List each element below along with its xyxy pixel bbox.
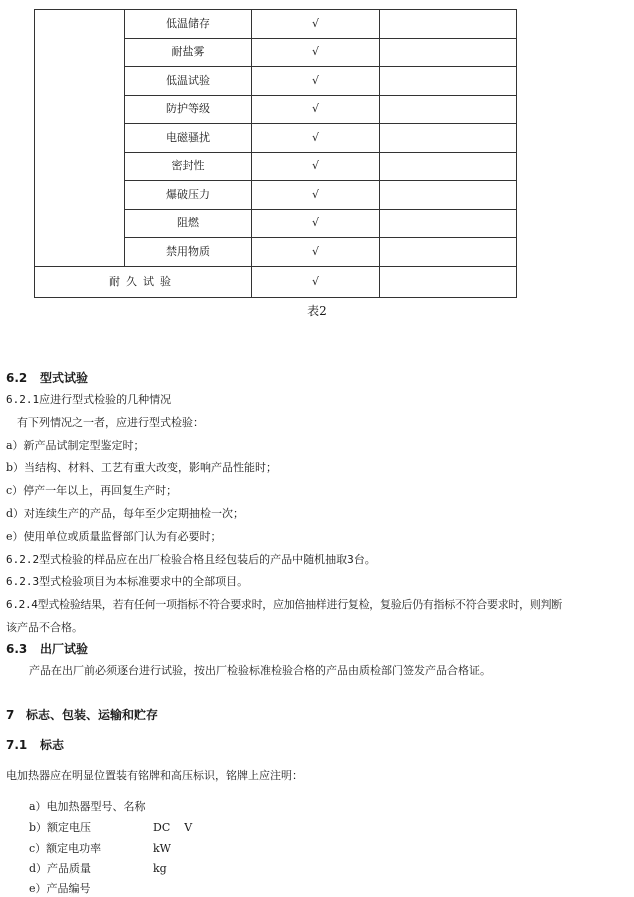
note-cell [380,209,517,238]
check-mark: √ [252,209,380,238]
list-item: c）停产一年以上，再回复生产时； [6,484,178,497]
list-item: a）新产品试制定型鉴定时； [6,439,145,452]
test-items-table [34,9,517,298]
check-mark: √ [252,10,380,39]
table-row-item: 低温试验 [125,67,252,96]
durability-test-label: 耐久试验 [35,266,252,297]
list-item: b）当结构、材料、工艺有重大改变，影响产品性能时； [6,461,278,474]
note-cell [380,95,517,124]
section-7-1-heading [6,738,64,752]
section-title: 出厂试验 [40,642,89,656]
clause-6-2-4-continued: 该产品不合格。 [6,621,83,634]
table-row-item: 耐盐雾 [125,38,252,67]
note-cell [380,266,517,297]
nameplate-label: d）产品质量 [29,862,92,875]
section-6-3-heading [6,642,88,656]
category-merged-cell [35,10,125,267]
section-number: 6.2 [6,371,28,385]
table-row-item: 防护等级 [125,95,252,124]
nameplate-label: b）额定电压 [29,821,92,834]
check-mark: √ [252,95,380,124]
section-7-heading [6,708,158,722]
table-row-item: 电磁骚扰 [125,124,252,153]
section-number: 7.1 [6,738,28,752]
nameplate-item [29,800,146,814]
table-caption: 表2 [307,304,327,318]
nameplate-item [29,842,171,856]
section-6-2-heading [6,371,88,385]
check-mark: √ [252,38,380,67]
table-row-item: 阻燃 [125,209,252,238]
paragraph-7-1: 电加热器应在明显位置装有铭牌和高压标识，铭牌上应注明： [6,769,303,782]
nameplate-unit: kW [153,842,171,855]
nameplate-label: e）产品编号 [29,882,91,895]
note-cell [380,238,517,267]
list-item: e）使用单位或质量监督部门认为有必要时； [6,530,222,543]
nameplate-item [29,882,91,896]
check-mark: √ [252,67,380,96]
clause-6-2-1: 6.2.1应进行型式检验的几种情况 [6,393,172,406]
clause-6-2-3: 6.2.3型式检验项目为本标准要求中的全部项目。 [6,575,249,588]
section-title: 标志 [40,738,65,752]
note-cell [380,38,517,67]
note-cell [380,10,517,39]
check-mark: √ [252,266,380,297]
table-row-item: 爆破压力 [125,181,252,210]
nameplate-item [29,821,193,835]
nameplate-label: a）电加热器型号、名称 [29,800,146,813]
section-number: 6.3 [6,642,28,656]
nameplate-unit: DC V [153,821,193,834]
check-mark: √ [252,152,380,181]
paragraph-6-3: 产品在出厂前必须逐台进行试验，按出厂检验标准检验合格的产品由质检部门签发产品合格证。 [29,664,491,677]
check-mark: √ [252,238,380,267]
paragraph-intro: 有下列情况之一者，应进行型式检验： [17,416,204,429]
note-cell [380,124,517,153]
list-item: d）对连续生产的产品，每年至少定期抽检一次； [6,507,245,520]
nameplate-label: c）额定电功率 [29,842,102,855]
nameplate-unit: kg [153,862,167,875]
clause-6-2-2: 6.2.2型式检验的样品应在出厂检验合格且经包装后的产品中随机抽取3台。 [6,553,376,566]
note-cell [380,152,517,181]
nameplate-item [29,862,167,876]
note-cell [380,181,517,210]
table-row-item: 禁用物质 [125,238,252,267]
section-title: 型式试验 [40,371,89,385]
table-row-item: 密封性 [125,152,252,181]
section-number: 7 [6,708,15,722]
note-cell [380,67,517,96]
table-row-item: 低温储存 [125,10,252,39]
clause-6-2-4: 6.2.4型式检验结果，若有任何一项指标不符合要求时，应加倍抽样进行复检，复验后仍有指标不符合要求时，则判断 [6,598,562,611]
check-mark: √ [252,181,380,210]
check-mark: √ [252,124,380,153]
section-title: 标志、包装、运输和贮存 [26,708,159,722]
